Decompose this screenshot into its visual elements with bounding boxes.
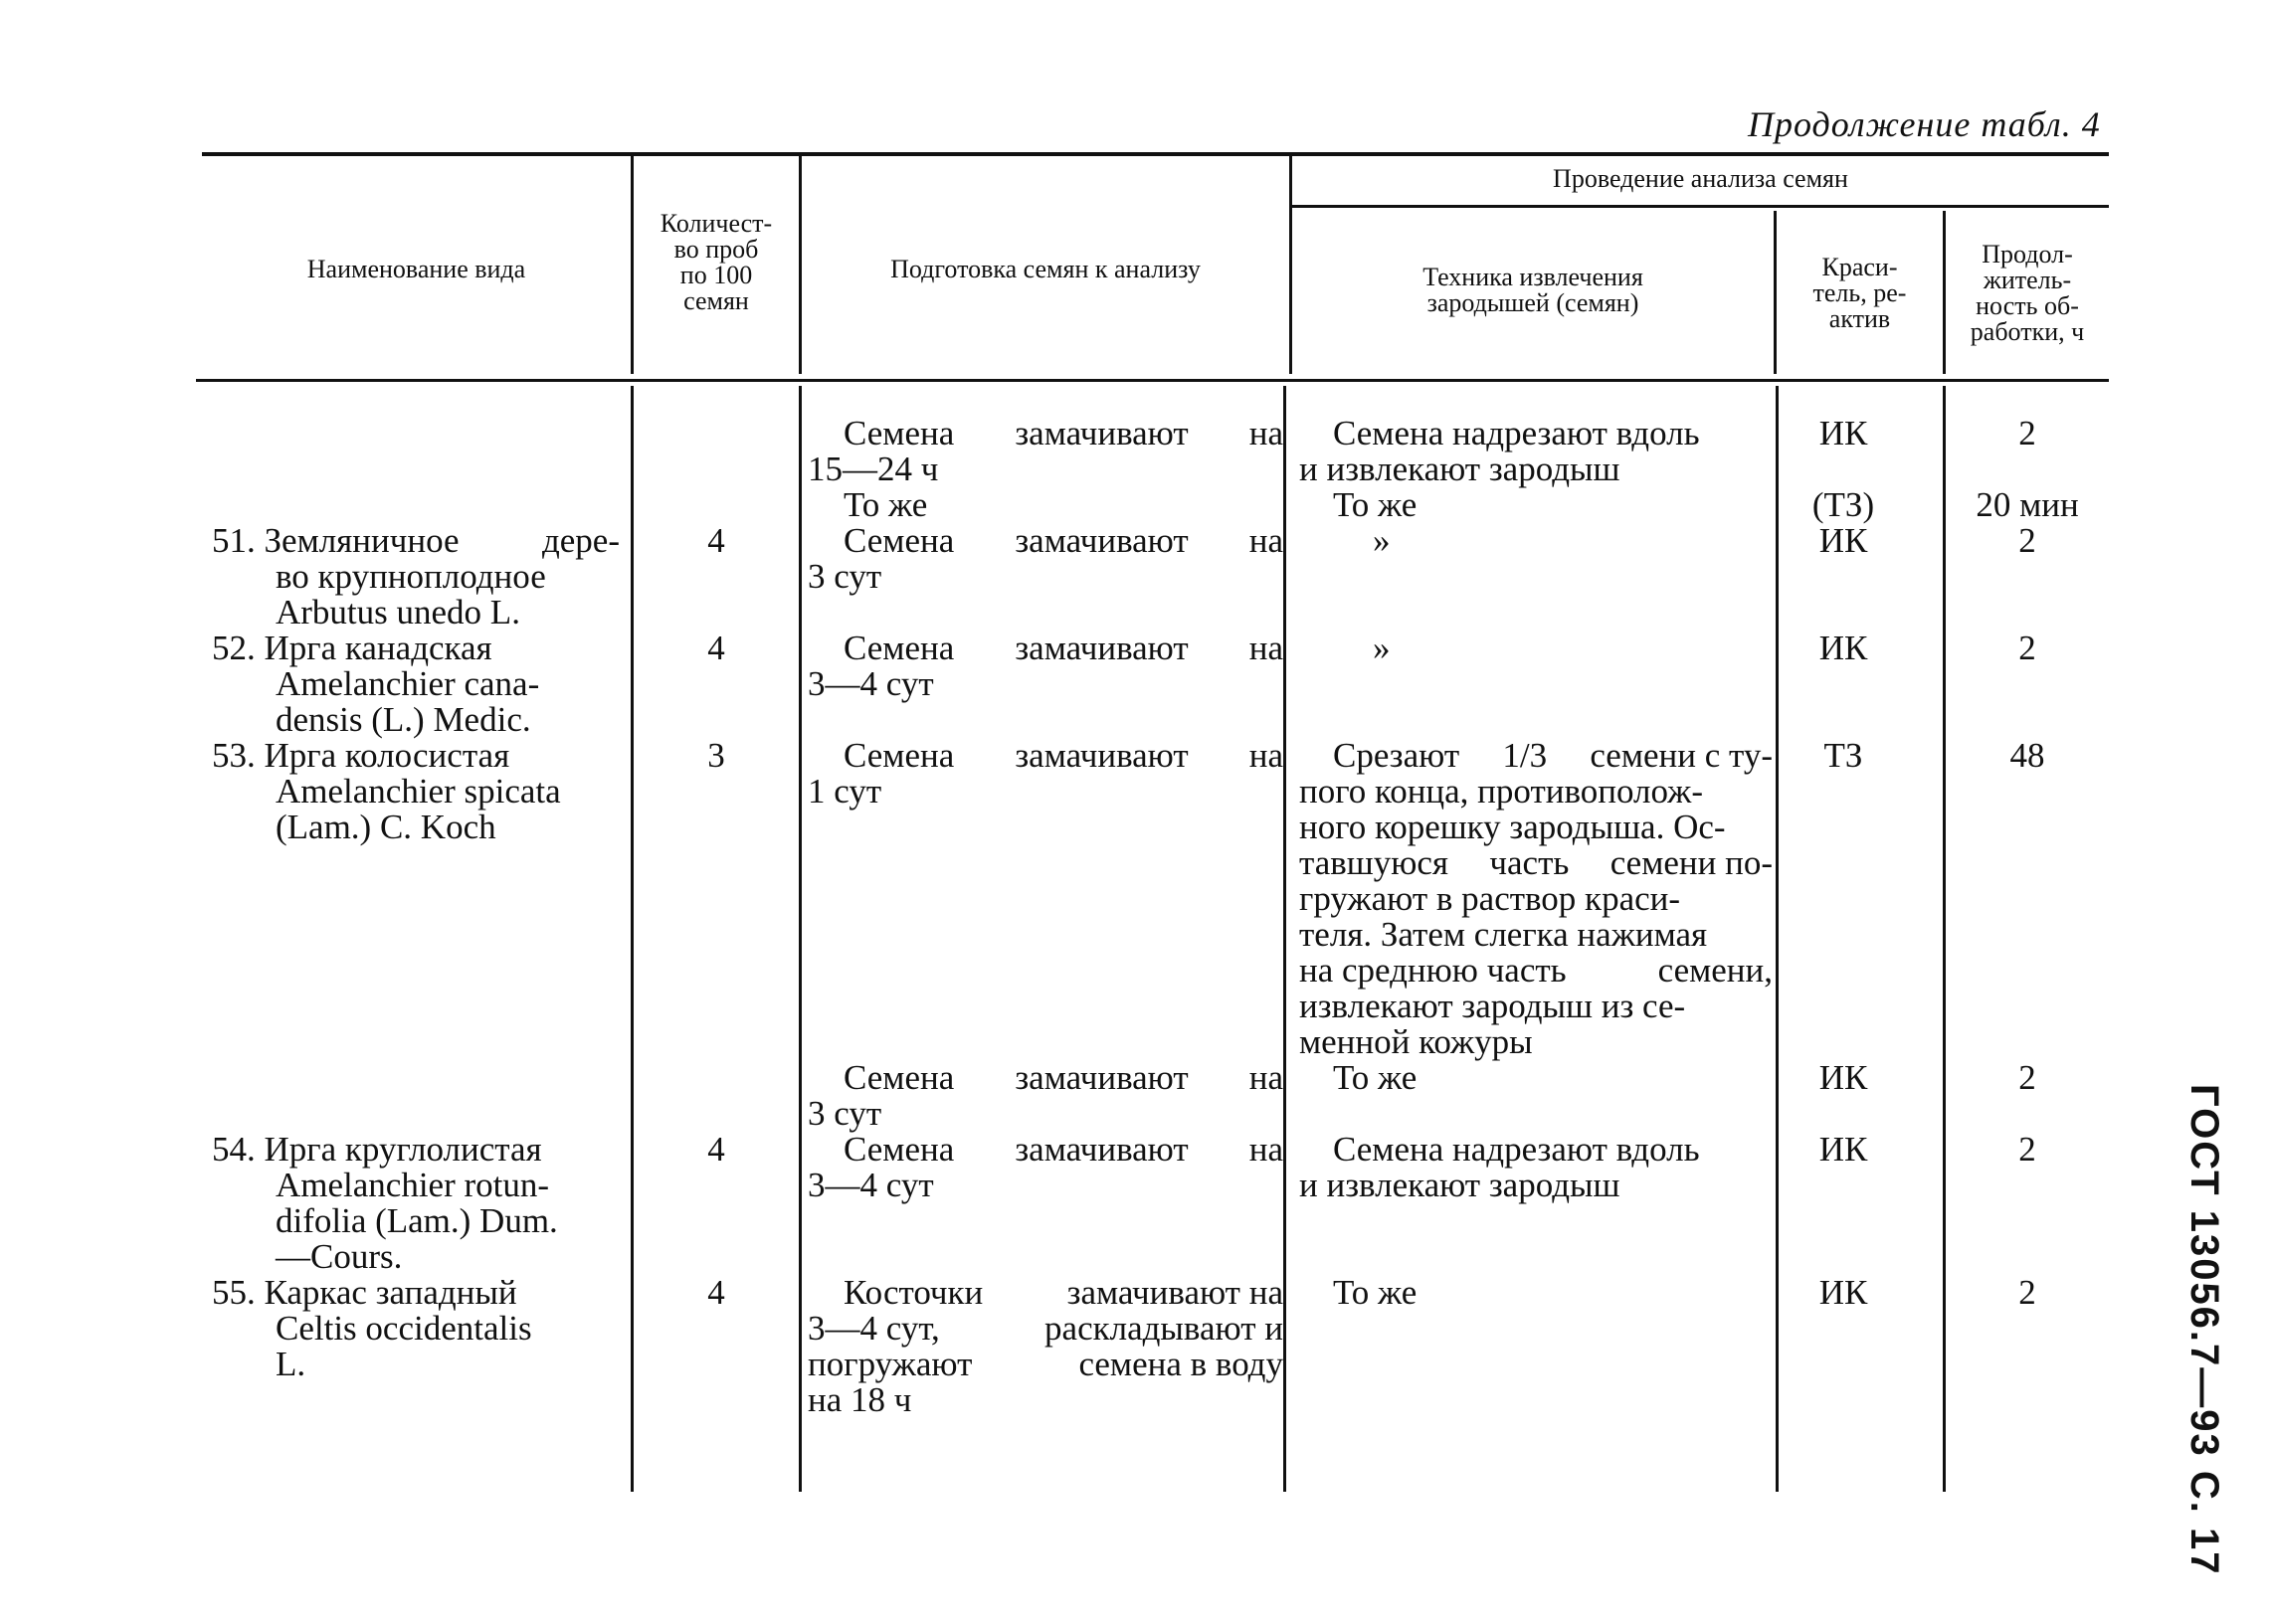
species-54-dye: ИК bbox=[1818, 1130, 1868, 1169]
species-51-name-line1: 51. Земляничное дере- bbox=[212, 521, 620, 560]
species-53-name-line2: Amelanchier spicata bbox=[276, 772, 561, 811]
species-53-tech-line4: тавшуюся часть семени по- bbox=[1299, 843, 1773, 882]
species-53-prep-line1: Семена замачивают на bbox=[844, 736, 1283, 775]
species-55-name-line1: 55. Каркас западный bbox=[212, 1273, 517, 1312]
species-52-count: 4 bbox=[707, 629, 725, 667]
header-analysis-group: Проведение анализа семян bbox=[1553, 164, 1848, 193]
continuation-label: Продолжение табл. 4 bbox=[1748, 104, 2101, 144]
species-54-prep-line1: Семена замачивают на bbox=[844, 1130, 1283, 1169]
species-52-name-line1: 52. Ирга канадская bbox=[212, 629, 492, 667]
species-55-prep-line4: на 18 ч bbox=[808, 1380, 912, 1419]
table-row-1-dye: (ТЗ) bbox=[1811, 485, 1875, 524]
species-51-tech: » bbox=[1373, 521, 1391, 560]
species-55-name-line2: Celtis occidentalis bbox=[276, 1309, 532, 1348]
species-53-tech-line2: пого конца, противополож- bbox=[1299, 772, 1703, 811]
species-53-dye: ТЗ bbox=[1823, 736, 1863, 775]
table-row-1-prep: То же bbox=[844, 485, 928, 524]
species-54-name-line2: Amelanchier rotun- bbox=[276, 1166, 550, 1204]
body-divider-2 bbox=[799, 386, 802, 1492]
species-54-tech-line2: и извлекают зародыш bbox=[1299, 1166, 1620, 1204]
header-preparation: Подготовка семян к анализу bbox=[890, 255, 1201, 283]
species-55-prep-line1: Косточки замачивают на bbox=[844, 1273, 1283, 1312]
species-55-count: 4 bbox=[707, 1273, 725, 1312]
species-53-tech-line6: теля. Затем слегка нажимая bbox=[1299, 915, 1708, 954]
species-53-tech-line7: на среднюю часть семени, bbox=[1299, 951, 1773, 990]
species-52-prep-line1: Семена замачивают на bbox=[844, 629, 1283, 667]
species-55-prep-line2: 3—4 сут, раскладывают и bbox=[808, 1309, 1283, 1348]
species-52-name-line2: Amelanchier cana- bbox=[276, 664, 540, 703]
species-51-name-line2: во крупноплодное bbox=[276, 557, 546, 596]
species-54-name-line4: —Cours. bbox=[276, 1237, 403, 1276]
species-55-prep-line3: погружают семена в воду bbox=[808, 1345, 1283, 1383]
header-species: Наименование вида bbox=[306, 255, 526, 283]
species-51-count: 4 bbox=[707, 521, 725, 560]
species-54-prep-line2: 3—4 сут bbox=[808, 1166, 934, 1204]
species-51-dye: ИК bbox=[1818, 521, 1868, 560]
header-sample-count: Количест- во проб по 100 семян bbox=[660, 209, 773, 315]
species-53-tech-line3: ного корешку зародыша. Ос- bbox=[1299, 808, 1726, 846]
species-53-count: 3 bbox=[707, 736, 725, 775]
species-53b-prep-line2: 3 сут bbox=[808, 1094, 882, 1133]
species-52-duration: 2 bbox=[2018, 629, 2036, 667]
header-duration: Продол- житель- ность об- работки, ч bbox=[1970, 240, 2085, 346]
species-53-tech-line1: Срезают 1/3 семени с ту- bbox=[1333, 736, 1773, 775]
header-dye: Краси- тель, ре- актив bbox=[1812, 253, 1907, 333]
species-53-prep-line2: 1 сут bbox=[808, 772, 882, 811]
side-standard-label: ГОСТ 13056.7—93 С. 17 bbox=[2182, 1084, 2226, 1576]
species-55-name-line3: L. bbox=[276, 1345, 306, 1383]
species-52-tech: » bbox=[1373, 629, 1391, 667]
species-52-prep-line2: 3—4 сут bbox=[808, 664, 934, 703]
species-53-duration: 48 bbox=[2009, 736, 2045, 775]
table-row-1-duration: 20 мин bbox=[1976, 485, 2079, 524]
species-54-count: 4 bbox=[707, 1130, 725, 1169]
species-55-dye: ИК bbox=[1818, 1273, 1868, 1312]
species-53-name-line1: 53. Ирга колосистая bbox=[212, 736, 510, 775]
species-55-tech: То же bbox=[1333, 1273, 1418, 1312]
table-row-0-tech-line1: Семена надрезают вдоль bbox=[1333, 414, 1700, 452]
species-53b-dye: ИК bbox=[1818, 1058, 1868, 1097]
header-bottom-rule bbox=[196, 379, 2109, 382]
top-rule bbox=[202, 152, 2109, 156]
header-technique: Техника извлечения зародышей (семян) bbox=[1422, 263, 1643, 317]
species-51-duration: 2 bbox=[2018, 521, 2036, 560]
species-53b-duration: 2 bbox=[2018, 1058, 2036, 1097]
table-row-0-dye: ИК bbox=[1818, 414, 1868, 452]
table-row-0-duration: 2 bbox=[2018, 414, 2036, 452]
species-54-duration: 2 bbox=[2018, 1130, 2036, 1169]
body-divider-3 bbox=[1283, 386, 1286, 1492]
species-53-tech-line5: гружают в раствор краси- bbox=[1299, 879, 1681, 918]
species-51-name-line3: Arbutus unedo L. bbox=[276, 593, 520, 632]
group-rule bbox=[1291, 205, 2109, 208]
table-row-0-tech-line2: и извлекают зародыш bbox=[1299, 450, 1620, 488]
species-51-prep-line1: Семена замачивают на bbox=[844, 521, 1283, 560]
species-53b-prep-line1: Семена замачивают на bbox=[844, 1058, 1283, 1097]
species-54-tech-line1: Семена надрезают вдоль bbox=[1333, 1130, 1700, 1169]
species-54-name-line3: difolia (Lam.) Dum. bbox=[276, 1201, 558, 1240]
species-55-duration: 2 bbox=[2018, 1273, 2036, 1312]
species-53-tech-line9: менной кожуры bbox=[1299, 1022, 1533, 1061]
table-row-1-tech: То же bbox=[1333, 485, 1418, 524]
table-row-0-prep-line2: 15—24 ч bbox=[808, 450, 939, 488]
species-53b-tech: То же bbox=[1333, 1058, 1418, 1097]
species-54-name-line1: 54. Ирга круглолистая bbox=[212, 1130, 542, 1169]
species-53-name-line3: (Lam.) С. Koch bbox=[276, 808, 496, 846]
species-52-dye: ИК bbox=[1818, 629, 1868, 667]
species-51-prep-line2: 3 сут bbox=[808, 557, 882, 596]
species-53-tech-line8: извлекают зародыш из се- bbox=[1299, 987, 1686, 1025]
table-row-0-prep-line1: Семена замачивают на bbox=[844, 414, 1283, 452]
species-52-name-line3: densis (L.) Medic. bbox=[276, 700, 531, 739]
